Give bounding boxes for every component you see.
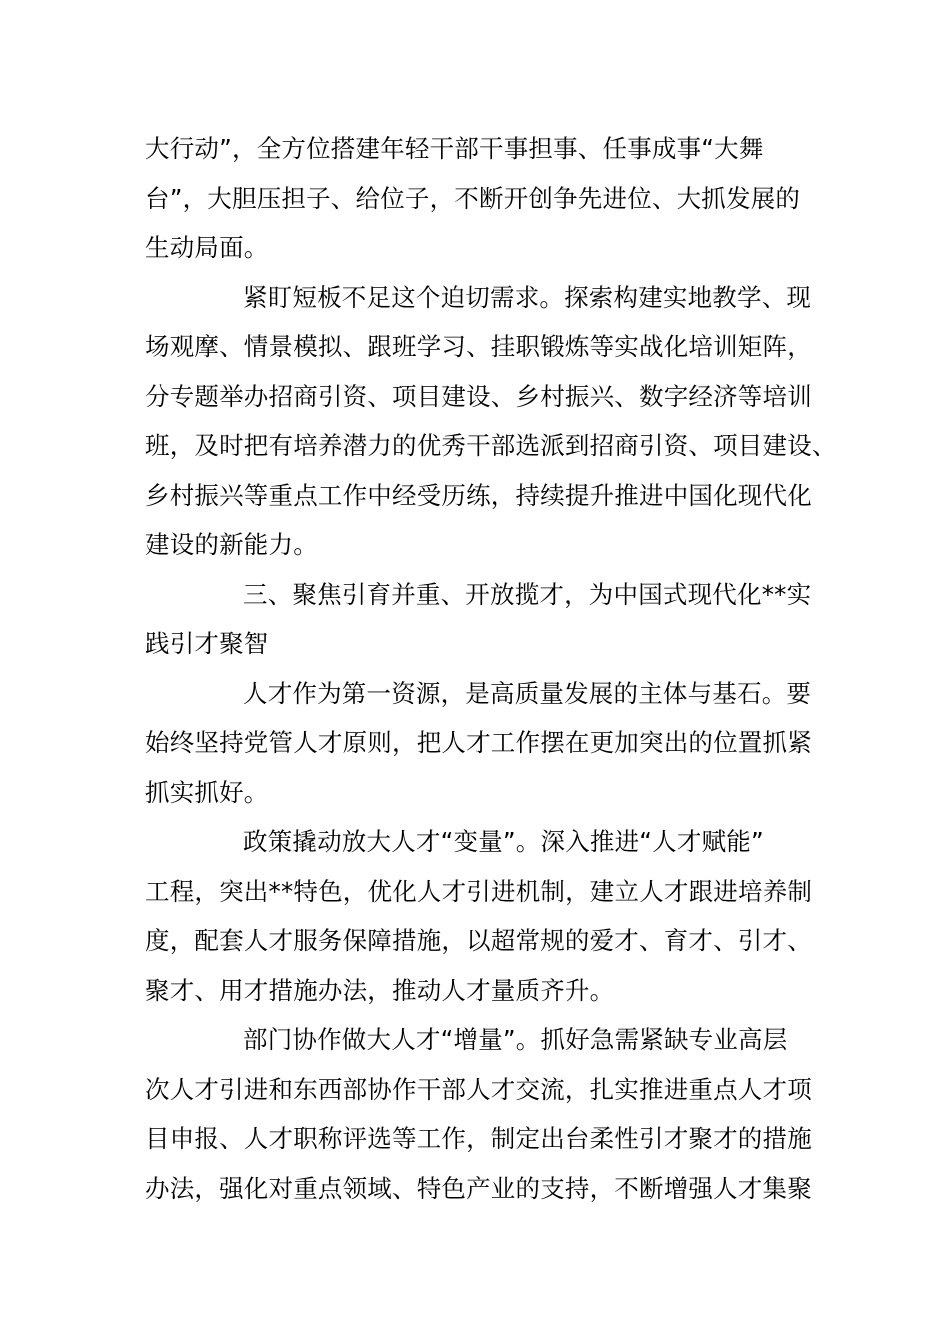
text-line: 场观摩、情景模拟、跟班学习、挂职锻炼等实战化培训矩阵， <box>145 332 812 361</box>
paragraph-1 <box>145 124 835 273</box>
section-heading-3 <box>145 570 835 669</box>
text-line: 大行动”，全方位搭建年轻干部干事担事、任事成事“大舞 <box>145 134 764 163</box>
paragraph-6 <box>145 1015 835 1213</box>
text-line: 政策撬动放大人才“变量”。深入推进“人才赋能” <box>243 827 764 856</box>
text-line: 工程，突出**特色，优化人才引进机制，建立人才跟进培养制 <box>145 876 813 906</box>
text-line: 践引才聚智 <box>145 629 269 658</box>
paragraph-5 <box>145 817 835 1015</box>
text-line: 乡村振兴等重点工作中经受历练，持续提升推进中国化现代化 <box>145 480 812 510</box>
text-line: 生动局面。 <box>145 233 269 262</box>
text-line: 班，及时把有培养潜力的优秀干部选派到招商引资、项目建设、 <box>145 431 837 460</box>
text-line: 次人才引进和东西部协作干部人才交流，扎实推进重点人才项 <box>145 1074 812 1104</box>
paragraph-2 <box>145 273 835 570</box>
text-line: 部门协作做大人才“增量”。抓好急需紧缺专业高层 <box>243 1025 788 1054</box>
text-line: 办法，强化对重点领域、特色产业的支持，不断增强人才集聚 <box>145 1173 812 1203</box>
paragraph-4 <box>145 669 835 818</box>
text-line: 目申报、人才职称评选等工作，制定出台柔性引才聚才的措施 <box>145 1124 812 1153</box>
text-line: 抓实抓好。 <box>145 777 269 807</box>
text-line: 聚才、用才措施办法，推动人才量质齐升。 <box>145 975 615 1005</box>
text-line: 始终坚持党管人才原则，把人才工作摆在更加突出的位置抓紧 <box>145 728 812 757</box>
document-body <box>145 124 835 1213</box>
text-line: 紧盯短板不足这个迫切需求。探索构建实地教学、现 <box>243 282 812 312</box>
text-line: 人才作为第一资源，是高质量发展的主体与基石。要 <box>243 678 812 708</box>
text-line: 度，配套人才服务保障措施，以超常规的爱才、育才、引才、 <box>145 926 812 955</box>
text-line: 三、聚焦引育并重、开放揽才，为中国式现代化**实 <box>243 579 812 609</box>
text-line: 分专题举办招商引资、项目建设、乡村振兴、数字经济等培训 <box>145 381 812 411</box>
text-line: 台”，大胆压担子、给位子，不断开创争先进位、大抓发展的 <box>145 183 801 213</box>
text-line: 建设的新能力。 <box>145 530 318 559</box>
